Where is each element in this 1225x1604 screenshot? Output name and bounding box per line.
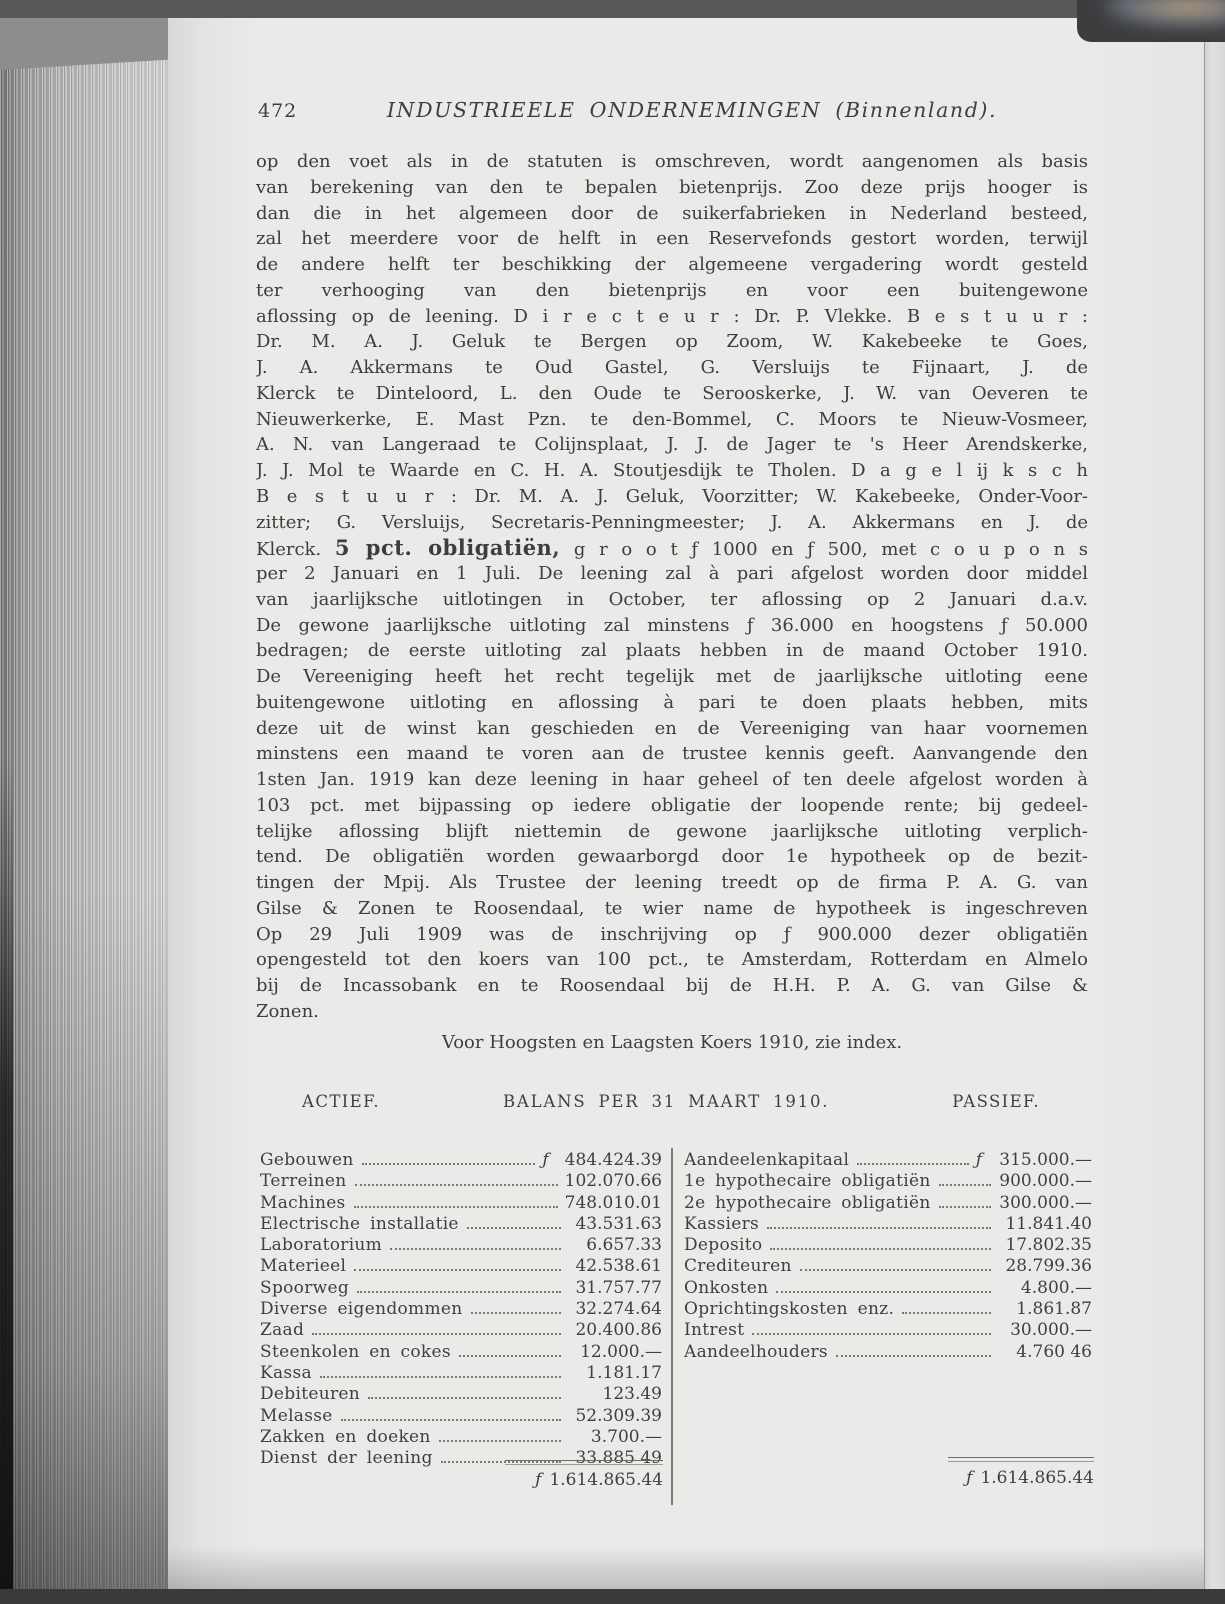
row-label: Melasse xyxy=(260,1405,333,1426)
row-label: Machines xyxy=(260,1192,346,1213)
dot-leader xyxy=(939,1184,991,1186)
row-value: 33.885 49 xyxy=(575,1448,662,1469)
dot-leader xyxy=(471,1312,561,1314)
body-line: van berekening van den te bepalen bietenprijs. Zoo deze prijs hooger is xyxy=(256,176,1088,198)
body-line: op den voet als in de statuten is omschreven, wordt aangenomen als basis xyxy=(256,151,1088,172)
dot-leader xyxy=(312,1333,561,1335)
row-value: 1.181.17 xyxy=(586,1362,662,1383)
row-value: 900.000.— xyxy=(999,1171,1092,1192)
table-row xyxy=(684,1150,1092,1171)
body-line: de andere helft ter beschikking der algemeene vergadering wordt gesteld xyxy=(256,254,1088,275)
body-line: bij de Incassobank en te Roosendaal bij de H.H. P. A. G. van Gilse & xyxy=(256,975,1088,996)
body-line: J. J. Mol te Waarde en C. H. A. Stoutjesdijk te Tholen. D a g e l ij k s c h xyxy=(256,460,1088,481)
table-row xyxy=(260,1342,662,1363)
body-line: De gewone jaarlijksche uitloting zal minstens ƒ 36.000 en hoogstens ƒ 50.000 xyxy=(256,614,1088,636)
row-label: Crediteuren xyxy=(684,1256,792,1277)
page-header xyxy=(256,98,1088,128)
table-row xyxy=(684,1235,1092,1256)
table-row xyxy=(684,1193,1092,1214)
row-label: Dienst der leening xyxy=(260,1448,433,1469)
row-value: 300.000.— xyxy=(999,1192,1092,1213)
total-value: 1.614.865.44 xyxy=(980,1468,1094,1488)
body-line: deze uit de winst kan geschieden en de Vereeniging van haar voornemen xyxy=(256,717,1088,739)
table-row xyxy=(260,1214,662,1235)
page-number: 472 xyxy=(258,100,298,122)
dot-leader xyxy=(362,1163,536,1165)
table-row xyxy=(260,1150,662,1171)
body-line: Dr. M. A. J. Geluk te Bergen op Zoom, W. Kakebeeke te Goes, xyxy=(256,331,1088,353)
body-line: Gilse & Zonen te Roosendaal, te wier name de hypotheek is ingeschreven xyxy=(256,897,1088,919)
body-line: telijke aflossing blijft niettemin de gewone jaarlijksche uitloting verplich- xyxy=(256,820,1088,842)
dot-leader xyxy=(354,1269,561,1271)
obligatien-bold-phrase: 5 pct. obligatiën, xyxy=(334,535,561,561)
table-row xyxy=(260,1299,662,1320)
row-value: 42.538.61 xyxy=(575,1256,662,1277)
table-row xyxy=(260,1448,662,1469)
body-line: Klerck te Dinteloord, L. den Oude te Serooskerke, J. W. van Oeveren te xyxy=(256,382,1088,404)
row-label: Steenkolen en cokes xyxy=(260,1341,451,1362)
dot-leader xyxy=(341,1419,561,1421)
row-value: 6.657.33 xyxy=(586,1235,662,1256)
passief-total-rule xyxy=(948,1457,1094,1462)
actief-header: ACTIEF. xyxy=(302,1092,381,1111)
dot-leader xyxy=(767,1227,991,1229)
row-label: Kassiers xyxy=(684,1213,760,1234)
body-line: Op 29 Juli 1909 was de inschrijving op ƒ 900.000 dezer obligatiën xyxy=(256,923,1088,945)
row-label: Spoorweg xyxy=(260,1277,350,1298)
currency-symbol: ƒ xyxy=(975,1150,982,1170)
actief-total-rule xyxy=(505,1460,663,1465)
body-line: aflossing op de leening. D i r e c t e u r : Dr. P. Vlekke. B e s t u u r : xyxy=(256,305,1088,327)
table-row xyxy=(684,1278,1092,1299)
row-value: 20.400.86 xyxy=(575,1320,662,1341)
row-value: 43.531.63 xyxy=(575,1213,662,1234)
body-line: dan die in het algemeen door de suikerfabrieken in Nederland besteed, xyxy=(256,202,1088,224)
row-label: Terreinen xyxy=(260,1171,347,1192)
page-right-margin xyxy=(1205,16,1225,1592)
body-line: zitter; G. Versluijs, Secretaris-Penningmeester; J. A. Akkermans en J. de xyxy=(256,511,1088,533)
row-label: 2e hypothecaire obligatiën xyxy=(684,1192,931,1213)
actief-total xyxy=(480,1470,663,1490)
table-row xyxy=(260,1427,662,1448)
row-label: Aandeelhouders xyxy=(684,1341,828,1362)
row-value: 30.000.— xyxy=(1010,1320,1092,1341)
dot-leader xyxy=(357,1291,561,1293)
row-label: Zaad xyxy=(260,1320,305,1341)
currency-symbol: ƒ xyxy=(535,1470,542,1490)
dot-leader xyxy=(390,1248,561,1250)
body-line: van jaarlijksche uitlotingen in October, ter aflossing op 2 Januari d.a.v. xyxy=(256,588,1088,610)
body-line: ter verhooging van den bietenprijs en voor een buitengewone xyxy=(256,279,1088,301)
body-line: Nieuwerkerke, E. Mast Pzn. te den-Bommel, C. Moors te Nieuw-Vosmeer, xyxy=(256,408,1088,430)
table-row xyxy=(260,1320,662,1341)
passief-header: PASSIEF. xyxy=(952,1092,1040,1111)
row-value: 12.000.— xyxy=(580,1341,662,1362)
scanner-bottom-band xyxy=(0,1589,1225,1604)
row-value: 31.757.77 xyxy=(575,1277,662,1298)
table-row xyxy=(260,1256,662,1277)
body-line-pre: Klerck. xyxy=(256,539,335,561)
balance-header xyxy=(256,1092,1088,1111)
body-line: per 2 Januari en 1 Juli. De leening zal à pari afgelost worden door middel xyxy=(256,563,1088,584)
body-line: B e s t u u r : Dr. M. A. J. Geluk, Voorzitter; W. Kakebeeke, Onder-Voor- xyxy=(256,485,1088,507)
currency-symbol: ƒ xyxy=(542,1150,549,1170)
row-label: Materieel xyxy=(260,1256,347,1277)
dot-leader xyxy=(939,1206,991,1208)
row-value: 484.424.39 xyxy=(564,1150,662,1170)
body-line: opengesteld tot den koers van 100 pct., te Amsterdam, Rotterdam en Almelo xyxy=(256,949,1088,971)
table-row xyxy=(684,1320,1092,1341)
body-line: buitengewone uitloting en aflossing à pari te doen plaats hebben, mits xyxy=(256,691,1088,713)
body-line-obligatien xyxy=(256,535,1088,561)
row-value: 4.800.— xyxy=(1020,1277,1092,1298)
body-line: 1sten Jan. 1919 kan deze leening in haar geheel of ten deele afgelost worden à xyxy=(256,769,1088,790)
row-label: Electrische installatie xyxy=(260,1213,459,1234)
table-row xyxy=(684,1214,1092,1235)
dot-leader xyxy=(439,1440,561,1442)
row-value: 1.861.87 xyxy=(1016,1299,1092,1320)
index-note: Voor Hoogsten en Laagsten Koers 1910, zie index. xyxy=(441,1032,903,1053)
row-label: Intrest xyxy=(684,1320,745,1341)
row-value: 102.070.66 xyxy=(564,1171,662,1192)
column-divider xyxy=(671,1148,673,1505)
currency-symbol: ƒ xyxy=(966,1468,973,1488)
dot-leader xyxy=(467,1227,561,1229)
body-line: 103 pct. met bijpassing op iedere obligatie der loopende rente; bij gedeel- xyxy=(256,794,1088,816)
body-line: A. N. van Langeraad te Colijnsplaat, J. J. de Jager te 's Heer Arendskerke, xyxy=(256,434,1088,456)
table-row xyxy=(684,1299,1092,1320)
body-line: tend. De obligatiën worden gewaarborgd door 1e hypotheek op de bezit- xyxy=(256,846,1088,868)
row-label: Aandeelenkapitaal xyxy=(684,1150,850,1170)
table-row xyxy=(260,1384,662,1405)
body-line: De Vereeniging heeft het recht tegelijk met de jaarlijksche uitloting eene xyxy=(256,666,1088,687)
row-value: 3.700.— xyxy=(590,1426,662,1447)
row-label: Laboratorium xyxy=(260,1235,383,1256)
book-page-edges xyxy=(0,14,170,1604)
body-line: bedragen; de eerste uitloting zal plaats hebben in de maand October 1910. xyxy=(256,640,1088,662)
body-line: minstens een maand te voren aan de trustee kennis geeft. Aanvangende den xyxy=(256,743,1088,765)
row-value: 748.010.01 xyxy=(564,1192,662,1213)
passief-total xyxy=(930,1468,1094,1488)
row-label: Onkosten xyxy=(684,1277,769,1298)
table-row xyxy=(260,1363,662,1384)
row-label: Oprichtingskosten enz. xyxy=(684,1299,895,1320)
dot-leader xyxy=(355,1184,558,1186)
dot-leader xyxy=(836,1355,991,1357)
table-row xyxy=(260,1235,662,1256)
table-row xyxy=(684,1342,1092,1363)
actief-column xyxy=(260,1150,662,1469)
row-label: Debiteuren xyxy=(260,1384,360,1405)
dot-leader xyxy=(776,1291,991,1293)
dot-leader xyxy=(752,1333,991,1335)
row-label: 1e hypothecaire obligatiën xyxy=(684,1171,931,1192)
row-value: 17.802.35 xyxy=(1005,1235,1092,1256)
table-row xyxy=(260,1278,662,1299)
passief-column xyxy=(684,1150,1092,1363)
book-spine-shadow xyxy=(0,760,13,1604)
row-value: 4.760 46 xyxy=(1016,1341,1092,1362)
body-line: Zonen. xyxy=(256,1000,319,1022)
table-row xyxy=(260,1171,662,1192)
row-value: 11.841.40 xyxy=(1005,1213,1092,1234)
row-label: Gebouwen xyxy=(260,1150,354,1170)
dot-leader xyxy=(320,1376,561,1378)
dot-leader xyxy=(770,1248,991,1250)
dot-leader xyxy=(902,1312,991,1314)
dot-leader xyxy=(368,1397,561,1399)
balance-title: BALANS PER 31 MAART 1910. xyxy=(503,1092,830,1111)
dot-leader xyxy=(857,1163,968,1165)
scanner-top-band xyxy=(0,0,1225,18)
table-row xyxy=(260,1193,662,1214)
row-value: 28.799.36 xyxy=(1005,1256,1092,1277)
body-line: zal het meerdere voor de helft in een Reservefonds gestort worden, terwijl xyxy=(256,228,1088,250)
table-row xyxy=(260,1406,662,1427)
total-value: 1.614.865.44 xyxy=(549,1470,663,1490)
body-line-post: g r o o t ƒ 1000 en ƒ 500, met c o u p o n s xyxy=(560,539,1088,561)
dot-leader xyxy=(354,1206,558,1208)
row-label: Kassa xyxy=(260,1362,312,1383)
row-value: 123.49 xyxy=(602,1384,662,1405)
scanner-corner-blur xyxy=(1103,0,1225,28)
table-row xyxy=(684,1171,1092,1192)
body-line: J. A. Akkermans te Oud Gastel, G. Versluijs te Fijnaart, J. de xyxy=(256,357,1088,378)
running-title: INDUSTRIEELE ONDERNEMINGEN (Binnenland). xyxy=(386,98,998,122)
table-row xyxy=(684,1256,1092,1277)
row-value: 315.000.— xyxy=(999,1150,1092,1170)
row-label: Deposito xyxy=(684,1235,763,1256)
body-line: tingen der Mpij. Als Trustee der leening treedt op de firma P. A. G. van xyxy=(256,872,1088,893)
row-value: 52.309.39 xyxy=(575,1405,662,1426)
row-value: 32.274.64 xyxy=(575,1299,662,1320)
dot-leader xyxy=(800,1269,991,1271)
row-label: Diverse eigendommen xyxy=(260,1299,463,1320)
dot-leader xyxy=(459,1355,561,1357)
row-label: Zakken en doeken xyxy=(260,1426,431,1447)
body-paragraph xyxy=(256,149,1088,1025)
